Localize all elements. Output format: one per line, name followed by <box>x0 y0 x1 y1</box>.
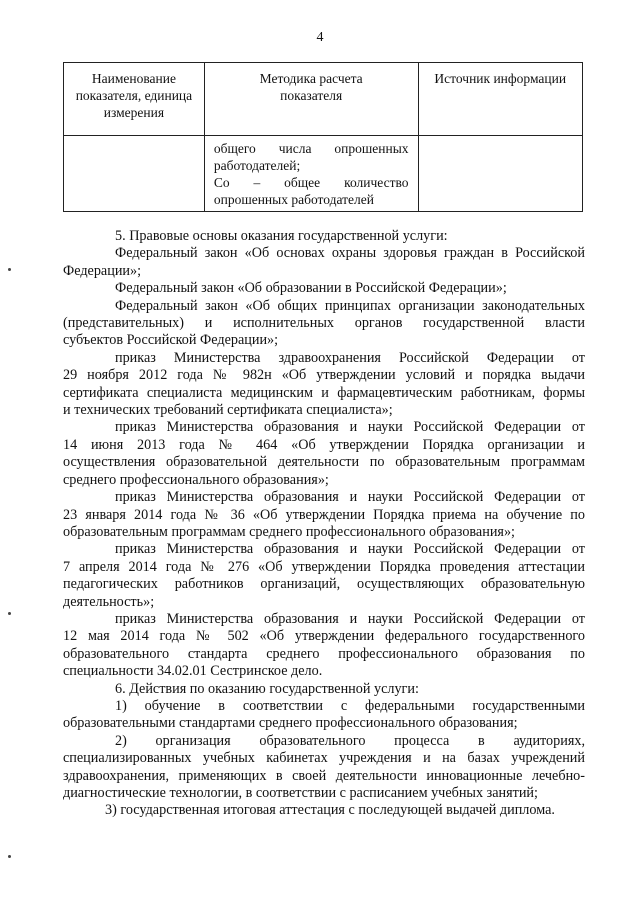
order-line: деятельность»; <box>63 593 155 610</box>
action-line: 1) обучение в соответствии с федеральными государственными <box>115 697 585 714</box>
order-line: специальности 34.02.01 Сестринское дело. <box>63 663 323 680</box>
indicator-table <box>63 62 583 212</box>
action-line: специализированных учебных кабинетах учреждения и на базах учреждений <box>63 750 585 767</box>
cell-line: опрошенных работодателей <box>213 192 374 207</box>
order-line: приказ Министерства здравоохранения Российской Федерации от <box>115 349 585 366</box>
order-line: приказ Министерства образования и науки Российской Федерации от <box>115 610 585 627</box>
header-line: Методика расчета <box>259 71 363 86</box>
order-line: образовательного стандарта среднего профессионального образования по <box>63 645 585 662</box>
header-line: показателя <box>280 88 343 103</box>
cell-line: общего числа опрошенных <box>213 141 409 156</box>
section-title-legal: 5. Правовые основы оказания государственной услуги: <box>115 228 448 244</box>
order-line: 12 мая 2014 года № 502 «Об утверждении федерального государственного <box>63 628 585 645</box>
law-line: субъектов Российской Федерации»; <box>63 332 279 349</box>
order-line: 23 января 2014 года № 36 «Об утверждении Порядка приема на обучение по <box>63 506 585 523</box>
law-line: Федерации»; <box>63 262 142 279</box>
order-line: приказ Министерства образования и науки Российской Федерации от <box>115 419 585 436</box>
order-line: и технических требований сертификата специалиста»; <box>63 402 393 419</box>
section-title-actions: 6. Действия по оказанию государственной услуги: <box>115 680 419 697</box>
table-cell-method <box>204 136 418 212</box>
header-calculation-method <box>204 63 418 136</box>
scan-mark <box>8 612 11 615</box>
table-cell-empty <box>418 136 582 212</box>
action-line: диагностические технологии, в соответствии с расписанием учебных занятий; <box>63 785 538 801</box>
header-indicator-name <box>64 63 205 136</box>
order-line: приказ Министерства образования и науки Российской Федерации от <box>115 541 585 558</box>
table-row <box>64 136 583 212</box>
order-line: образовательным программам среднего профессионального образования»; <box>63 523 515 540</box>
header-line: Наименование <box>91 71 176 86</box>
table-header-row <box>64 63 583 136</box>
order-line: осуществления образовательной деятельности по образовательным программам <box>63 454 585 471</box>
law-line: Федеральный закон «Об основах охраны здоровья граждан в Российской <box>115 245 585 262</box>
cell-line: работодателей; <box>213 158 301 173</box>
page-number: 4 <box>316 30 324 45</box>
cell-line: Со – общее количество <box>213 175 409 190</box>
action-line: 3) государственная итоговая аттестация с последующей выдачей диплома. <box>105 802 555 819</box>
header-information-source <box>418 63 582 136</box>
order-line: 7 апреля 2014 года № 276 «Об утверждении Порядка проведения аттестации <box>63 558 585 575</box>
order-line: 14 июня 2013 года № 464 «Об утверждении Порядка организации и <box>63 436 585 453</box>
header-line: показателя, единица <box>75 88 193 103</box>
scan-mark <box>8 855 11 858</box>
order-line: педагогических работников организаций, осуществляющих образовательную <box>63 576 585 593</box>
action-line: 2) организация образовательного процесса в аудиториях, <box>115 732 585 749</box>
header-line: Источник информации <box>434 71 567 86</box>
action-line: образовательными стандартами среднего профессионального образования; <box>63 715 518 732</box>
law-line: Федеральный закон «Об образовании в Российской Федерации»; <box>115 280 507 297</box>
scan-mark <box>8 268 11 271</box>
table-cell-empty <box>64 136 205 212</box>
order-line: сертификата специалиста медицинским и фармацевтическим работникам, формы <box>63 384 585 401</box>
header-line: измерения <box>103 105 165 120</box>
law-line: (представительных) и исполнительных органов государственной власти <box>63 315 585 332</box>
order-line: приказ Министерства образования и науки Российской Федерации от <box>115 489 585 506</box>
document-body <box>63 228 585 820</box>
order-line: среднего профессионального образования»; <box>63 471 329 488</box>
action-line: здравоохранения, применяющих в своей деятельности инновационные лечебно- <box>63 767 585 784</box>
order-line: 29 ноября 2012 года № 982н «Об утверждении условий и порядка выдачи <box>63 367 585 384</box>
law-line: Федеральный закон «Об общих принципах организации законодательных <box>115 297 585 314</box>
